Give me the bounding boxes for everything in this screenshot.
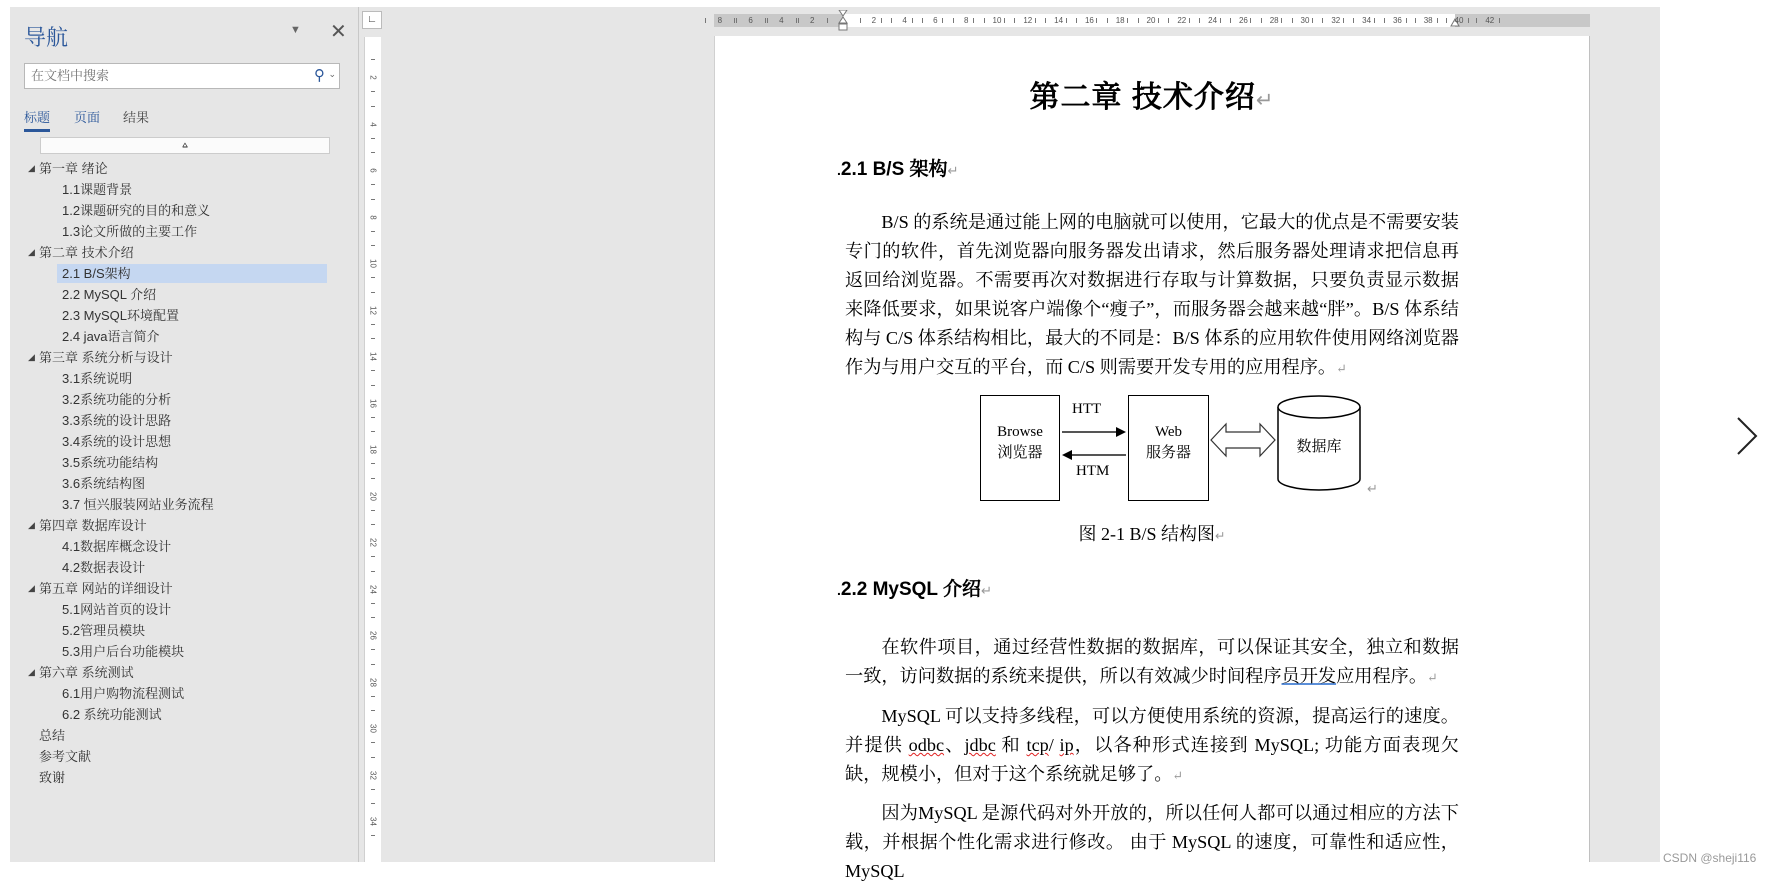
ruler-tick xyxy=(860,18,861,23)
text: 应用程序。 xyxy=(1336,666,1428,686)
ruler-tick xyxy=(371,789,375,790)
expand-triangle-icon[interactable]: ◢ xyxy=(28,247,35,257)
ruler-tick xyxy=(371,231,375,232)
ruler-number: 10 xyxy=(992,16,1002,25)
ruler-tick xyxy=(1035,18,1036,23)
nav-item[interactable] xyxy=(10,263,358,284)
ruler-tick xyxy=(371,835,375,836)
text: ，以各种形式连接到 MySQL; 功能方面表现欠缺，规模小，但对于这个系统就足够了。 xyxy=(845,735,1459,784)
tab-headings[interactable]: 标题 xyxy=(24,110,51,125)
ruler-tick xyxy=(371,370,375,371)
collapse-up-icon: ⩠ xyxy=(182,140,188,150)
ruler-tick xyxy=(1014,18,1015,23)
ruler-tick xyxy=(765,18,766,23)
nav-item[interactable] xyxy=(10,725,358,746)
ruler-number: 4 xyxy=(779,16,784,25)
ruler-number: 26 xyxy=(1238,16,1248,25)
ruler-number: 6 xyxy=(748,16,753,25)
expand-triangle-icon[interactable]: ◢ xyxy=(28,583,35,593)
ruler-tick xyxy=(1076,18,1077,23)
ruler-number: 10 xyxy=(368,259,378,268)
nav-item-label: 总结 xyxy=(39,728,66,743)
ruler-tick xyxy=(371,649,375,650)
ruler-tick xyxy=(1476,18,1477,23)
chevron-down-icon[interactable]: ⌄ xyxy=(328,69,336,79)
ruler-number: 4 xyxy=(902,16,907,25)
triangle-down-icon[interactable]: ▼ xyxy=(290,24,301,36)
ruler-tick xyxy=(1127,18,1128,23)
paragraph-mark: ↵ xyxy=(1172,769,1184,783)
nav-item[interactable] xyxy=(10,179,358,200)
ruler-tick xyxy=(371,603,375,604)
nav-item-label: 4.2数据表设计 xyxy=(62,560,146,575)
text: 在软件项目，通过经营性数据的数据库，可以保证其安全，独立和数据一致，访问数据的系统来提供，所以有效减少时间程序 xyxy=(845,637,1459,686)
ruler-number: 12 xyxy=(1023,16,1033,25)
ruler-tick xyxy=(371,417,375,418)
ruler-number: 2 xyxy=(368,75,378,80)
ruler-tick xyxy=(922,18,923,23)
ruler-number: 8 xyxy=(963,16,969,25)
nav-title: 导航 xyxy=(24,25,69,50)
ruler-tick xyxy=(1189,18,1190,23)
ruler-tick xyxy=(796,18,797,23)
ruler-tick xyxy=(1437,18,1438,23)
nav-item[interactable] xyxy=(10,473,358,494)
spelling-flag[interactable]: tcp xyxy=(1026,735,1049,755)
paragraph-mark: ↵ xyxy=(1427,671,1438,685)
nav-item-label: 第五章 网站的详细设计 xyxy=(39,581,173,596)
ruler-number: 24 xyxy=(1208,16,1218,25)
vertical-ruler xyxy=(362,7,382,862)
paragraph-mark: ↵ xyxy=(1255,89,1275,112)
nav-item[interactable] xyxy=(10,578,358,599)
tab-pages[interactable]: 页面 xyxy=(74,110,101,125)
ruler-tick xyxy=(371,463,375,464)
nav-item[interactable] xyxy=(10,662,358,683)
spelling-flag[interactable]: ip xyxy=(1059,735,1074,755)
nav-item-label: 3.5系统功能结构 xyxy=(62,455,159,470)
nav-item-label: 6.1用户购物流程测试 xyxy=(62,686,185,701)
ruler-tick xyxy=(881,18,882,23)
ruler-number: 22 xyxy=(1177,16,1187,25)
nav-item-label: 2.3 MySQL环境配置 xyxy=(62,308,180,323)
nav-item[interactable] xyxy=(10,515,358,536)
ruler-tick xyxy=(371,152,375,153)
ruler-tick xyxy=(1220,18,1221,23)
ruler-tick xyxy=(798,18,799,23)
ruler-tick xyxy=(1406,18,1407,23)
database-label: 数据库 xyxy=(1296,438,1342,455)
paragraph-mysql-3 xyxy=(845,799,1459,886)
ruler-tick xyxy=(1384,18,1385,23)
heading-text: 2.1 B/S 架构 xyxy=(840,159,948,180)
nav-item[interactable] xyxy=(10,683,358,704)
nav-item-label: 3.2系统功能的分析 xyxy=(62,392,172,407)
ruler-tick xyxy=(1292,18,1293,23)
ruler-tick xyxy=(953,18,954,23)
ruler-tick xyxy=(1281,18,1282,23)
ruler-number: 24 xyxy=(368,584,378,594)
ruler-tick xyxy=(371,478,375,479)
ruler-number: 8 xyxy=(717,16,723,25)
nav-item[interactable] xyxy=(10,494,358,515)
ruler-tick xyxy=(767,18,768,23)
ruler-tick xyxy=(371,742,375,743)
nav-item[interactable] xyxy=(10,746,358,767)
ruler-tick xyxy=(827,18,828,23)
nav-item-label: 3.4系统的设计思想 xyxy=(62,434,172,449)
browser-box xyxy=(980,395,1060,501)
ruler-tick xyxy=(1499,18,1500,23)
heading-text: 2.2 MySQL 介绍 xyxy=(840,579,981,600)
collapse-all-button[interactable] xyxy=(40,137,330,154)
grammar-flag[interactable]: 员开发 xyxy=(1281,666,1337,686)
ruler-tick xyxy=(371,324,375,325)
nav-item-label: 第六章 系统测试 xyxy=(39,665,134,680)
ruler-tick xyxy=(1199,18,1200,23)
ruler-number: 6 xyxy=(368,168,378,173)
nav-item[interactable] xyxy=(10,599,358,620)
ruler-tick xyxy=(371,292,375,293)
web-label-cn: 服务器 xyxy=(1145,445,1191,461)
nav-item[interactable] xyxy=(10,431,358,452)
ruler-tick xyxy=(1096,18,1097,23)
tab-selector-button[interactable]: ∟ xyxy=(362,11,382,29)
nav-item[interactable] xyxy=(10,620,358,641)
nav-item[interactable] xyxy=(10,326,358,347)
text: MySQL 可以支持多线程，可以方便使用系统的资源，提高运行的速度。并提供 xyxy=(845,706,1459,755)
nav-item-label: 第三章 系统分析与设计 xyxy=(39,350,173,365)
ruler-number: 16 xyxy=(368,398,378,408)
ruler-tick xyxy=(705,18,706,23)
ruler-tick xyxy=(371,556,375,557)
ruler-number: 4 xyxy=(368,121,378,127)
ruler-tick xyxy=(371,59,375,60)
ruler-number: 16 xyxy=(1084,16,1094,25)
ruler-number: 40 xyxy=(1454,16,1464,25)
tab-results[interactable]: 结果 xyxy=(123,110,150,125)
ruler-tick xyxy=(371,524,375,525)
ruler-number: 30 xyxy=(368,724,378,733)
ruler-tick xyxy=(1343,18,1344,23)
html-response-label: HTM xyxy=(1076,463,1110,479)
search-input[interactable] xyxy=(25,64,307,86)
chapter-title-text: 第二章 技术介绍 xyxy=(1029,81,1256,114)
ruler-tick xyxy=(371,184,375,185)
expand-triangle-icon[interactable]: ◢ xyxy=(28,520,35,530)
paragraph-bs xyxy=(845,208,1459,384)
expand-triangle-icon[interactable]: ◢ xyxy=(28,163,35,173)
nav-item-label: 3.1系统说明 xyxy=(62,371,133,386)
text: / xyxy=(1048,735,1060,755)
nav-item[interactable] xyxy=(10,221,358,242)
ruler-tick xyxy=(371,91,375,92)
ruler-number: 32 xyxy=(1331,16,1341,25)
nav-item-label: 3.6系统结构图 xyxy=(62,476,146,491)
text: 因为MySQL 是源代码对外开放的，所以任何人都可以通过相应的方法下载，并根据个性化需求进行修改。 由于 MySQL 的速度，可靠性和适应性，MySQL xyxy=(845,803,1459,881)
heading-tree xyxy=(10,158,358,788)
double-arrow-icon xyxy=(1210,422,1276,458)
ruler-number: 20 xyxy=(368,491,378,501)
paragraph-mark: ↵ xyxy=(1214,529,1226,543)
navigation-pane xyxy=(10,7,359,862)
ruler-tick xyxy=(371,106,375,107)
close-icon[interactable]: ✕ xyxy=(330,21,347,43)
section-heading-2-2: .2.2 MySQL 介绍↵ xyxy=(837,579,993,600)
ruler-tick xyxy=(1066,18,1067,23)
nav-item[interactable] xyxy=(10,767,358,788)
expand-triangle-icon[interactable]: ◢ xyxy=(28,667,35,677)
ruler-number: 6 xyxy=(933,16,938,25)
nav-item[interactable] xyxy=(10,368,358,389)
ruler-number: 18 xyxy=(1115,16,1125,25)
browser-label: Browse xyxy=(997,424,1043,440)
nav-item-label: 6.2 系统功能测试 xyxy=(62,707,162,722)
ruler-tick xyxy=(371,571,375,572)
chapter-title xyxy=(715,72,1589,116)
ruler-number: 42 xyxy=(1485,16,1495,25)
ruler-number: 28 xyxy=(368,677,378,687)
nav-item-label: 1.3论文所做的主要工作 xyxy=(62,224,198,239)
paragraph-mark: ↵ xyxy=(1336,362,1347,376)
ruler-tick xyxy=(1107,18,1108,23)
nav-item-label: 3.3系统的设计思路 xyxy=(62,413,172,428)
ruler-tick xyxy=(1322,18,1323,23)
text: 和 xyxy=(995,735,1027,755)
ruler-tick xyxy=(1250,18,1251,23)
nav-item[interactable] xyxy=(10,242,358,263)
vertical-ruler-scale xyxy=(364,37,381,862)
ruler-tick xyxy=(371,245,375,246)
nav-item-label: 5.1网站首页的设计 xyxy=(62,602,172,617)
ruler-tick xyxy=(942,18,943,23)
nav-item[interactable] xyxy=(10,410,358,431)
nav-item[interactable] xyxy=(10,389,358,410)
nav-item-label: 4.1数据库概念设计 xyxy=(62,539,172,554)
watermark: CSDN @sheji116 xyxy=(1663,851,1757,865)
ruler-tick xyxy=(1446,18,1447,23)
ruler-tick xyxy=(1230,18,1231,23)
ruler-tick xyxy=(371,757,375,758)
figure-caption xyxy=(715,520,1589,546)
nav-item-label: 3.7 恒兴服装网站业务流程 xyxy=(62,497,214,512)
paragraph-mysql-1 xyxy=(845,633,1459,693)
nav-item[interactable] xyxy=(10,641,358,662)
ruler-tick xyxy=(1045,18,1046,23)
request-response-arrows xyxy=(1060,415,1128,475)
ruler-tick xyxy=(371,199,375,200)
ruler-tick xyxy=(1158,18,1159,23)
ruler-number: 38 xyxy=(1423,16,1433,25)
expand-triangle-icon[interactable]: ◢ xyxy=(28,352,35,362)
ruler-tick xyxy=(736,18,737,23)
ruler-number: 28 xyxy=(1269,16,1279,25)
ruler-number: 32 xyxy=(368,770,378,780)
bs-architecture-diagram xyxy=(980,395,1380,510)
ruler-tick xyxy=(371,431,375,432)
paragraph-mark: ↵ xyxy=(1367,481,1378,496)
ruler-tick xyxy=(371,510,375,511)
ruler-number: 20 xyxy=(1146,16,1156,25)
ruler-number: 18 xyxy=(368,445,378,454)
ruler-tick xyxy=(1468,18,1469,23)
browser-label-cn: 浏览器 xyxy=(997,445,1043,461)
ruler-number: 8 xyxy=(368,214,378,220)
ruler-tick xyxy=(1168,18,1169,23)
ruler-tick xyxy=(371,338,375,339)
ruler-tick xyxy=(1353,18,1354,23)
nav-item[interactable] xyxy=(10,158,358,179)
nav-item-label: 5.3用户后台功能模块 xyxy=(62,644,185,659)
document-page[interactable] xyxy=(714,36,1590,881)
http-request-label: HTT xyxy=(1072,401,1102,417)
nav-item[interactable] xyxy=(10,704,358,725)
ruler-tick xyxy=(371,710,375,711)
nav-item[interactable] xyxy=(10,305,358,326)
search-box xyxy=(24,63,340,89)
ruler-tick xyxy=(1312,18,1313,23)
web-label: Web xyxy=(1154,424,1183,440)
ruler-tick xyxy=(1004,18,1005,23)
ruler-number: 34 xyxy=(368,817,378,826)
nav-item-label: 2.2 MySQL 介绍 xyxy=(62,287,157,302)
ruler-tick xyxy=(973,18,974,23)
chevron-right-icon[interactable] xyxy=(1735,416,1759,456)
nav-item-label: 2.1 B/S架构 xyxy=(62,266,131,281)
ruler-number: 14 xyxy=(368,352,378,361)
ruler-tick xyxy=(371,664,375,665)
nav-item-label: 第一章 绪论 xyxy=(39,161,108,176)
nav-item[interactable] xyxy=(10,557,358,578)
ruler-tick xyxy=(1374,18,1375,23)
caption-text: 图 2-1 B/S 结构图 xyxy=(1078,524,1215,544)
paragraph-mark: ↵ xyxy=(947,163,959,178)
ruler-tick xyxy=(734,18,735,23)
ruler-number: 14 xyxy=(1054,16,1064,25)
ruler-number: 2 xyxy=(809,16,815,25)
ruler-tick xyxy=(371,803,375,804)
search-icon[interactable]: ⚲ xyxy=(314,67,325,84)
nav-item[interactable] xyxy=(10,200,358,221)
spelling-flag[interactable]: odbc xyxy=(908,735,945,755)
ruler-tick xyxy=(371,277,375,278)
ruler-number: 12 xyxy=(368,305,378,315)
ruler-tick xyxy=(912,18,913,23)
nav-item-label: 致谢 xyxy=(39,770,66,785)
ruler-tick xyxy=(984,18,985,23)
nav-item[interactable] xyxy=(10,347,358,368)
nav-item-label: 第四章 数据库设计 xyxy=(39,518,147,533)
nav-item[interactable] xyxy=(10,284,358,305)
ruler-number: 26 xyxy=(368,631,378,640)
web-server-box xyxy=(1128,395,1209,501)
ruler-tick xyxy=(1138,18,1139,23)
ruler-number: 22 xyxy=(368,538,378,547)
ruler-tick xyxy=(371,138,375,139)
horizontal-ruler xyxy=(714,14,1590,27)
ruler-margin-right xyxy=(1455,14,1590,27)
ruler-tick xyxy=(371,617,375,618)
indent-marker-handle[interactable] xyxy=(838,10,848,32)
ruler-number: 2 xyxy=(871,16,877,25)
nav-item-label: 5.2管理员模块 xyxy=(62,623,146,638)
paragraph-mark: ↵ xyxy=(980,583,993,598)
nav-item-label: 第二章 技术介绍 xyxy=(39,245,134,260)
nav-item[interactable] xyxy=(10,452,358,473)
paragraph-mysql-2 xyxy=(845,702,1459,791)
nav-item-label: 参考文献 xyxy=(39,749,92,764)
nav-item[interactable] xyxy=(10,536,358,557)
ruler-number: 36 xyxy=(1392,16,1402,25)
paragraph-text: B/S 的系统是通过能上网的电脑就可以使用，它最大的优点是不需要安装专门的软件，首先浏览器向服务器发出请求，然后服务器处理请求把信息再返回给浏览器。不需要再次对数据进行存取与计算数据，只要负责显示数据来降低要求，如果说客户端像个“瘦子”，而服务器会越来越“胖”。B/S 体系结构与 C/S 体系结构相比，最大的不同是：B/S 体系的应用软件使用网络浏览器作为与用户交互的平台，而 C/S 则需要开发专用的应用程序。 xyxy=(845,212,1459,377)
nav-item-label: 2.4 java语言简介 xyxy=(62,329,160,344)
spelling-flag[interactable]: jdbc xyxy=(964,735,996,755)
ruler-number: 34 xyxy=(1362,16,1372,25)
ruler-number: 30 xyxy=(1300,16,1310,25)
nav-item-label: 1.1课题背景 xyxy=(62,182,133,197)
ruler-tick xyxy=(891,18,892,23)
ruler-tick xyxy=(1261,18,1262,23)
ruler-tick xyxy=(371,696,375,697)
section-heading-2-1: .2.1 B/S 架构↵ xyxy=(837,159,959,180)
ruler-tick xyxy=(1415,18,1416,23)
active-tab-indicator xyxy=(24,129,50,132)
nav-item-label: 1.2课题研究的目的和意义 xyxy=(62,203,211,218)
ruler-tick xyxy=(371,385,375,386)
text: 、 xyxy=(944,735,965,755)
